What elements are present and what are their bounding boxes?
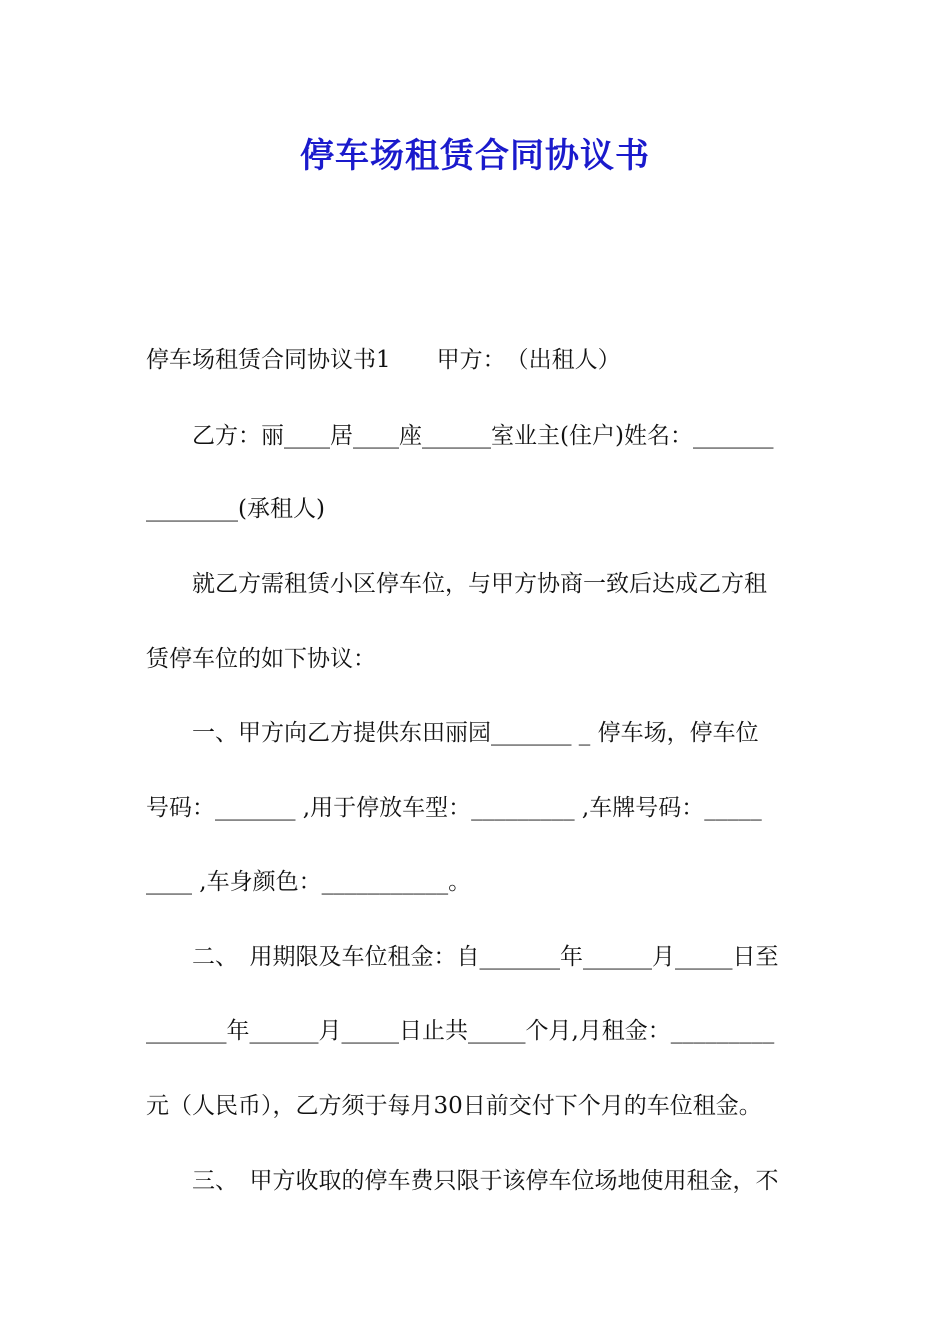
text-line: 乙方：丽____居____座______室业主(住户)姓名：_______ xyxy=(146,423,774,449)
text-line: ____ ,车身颜色：___________。 xyxy=(146,869,472,895)
text-line: 三、 甲方收取的停车费只限于该停车位场地使用租金，不 xyxy=(146,1168,779,1194)
text-line: 号码：_______ ,用于停放车型：_________ ,车牌号码：_____ xyxy=(146,795,762,821)
text-line: 元（人民币），乙方须于每月30日前交付下个月的车位租金。 xyxy=(146,1093,762,1119)
text-line: 二、 用期限及车位租金：自_______年______月_____日至 xyxy=(146,944,779,970)
document-title: 停车场租赁合同协议书 xyxy=(300,136,650,176)
text-line: 停车场租赁合同协议书1 甲方： （出租人） xyxy=(146,347,621,373)
text-line: _______年______月_____日止共_____个月,月租金：_________ xyxy=(146,1018,775,1044)
text-line: 就乙方需租赁小区停车位，与甲方协商一致后达成乙方租 xyxy=(146,571,767,597)
text-line: 赁停车位的如下协议： xyxy=(146,646,376,672)
text-line: 一、甲方向乙方提供东田丽园_______ _ 停车场，停车位 xyxy=(146,720,759,746)
text-line: ________(承租人) xyxy=(146,496,325,522)
